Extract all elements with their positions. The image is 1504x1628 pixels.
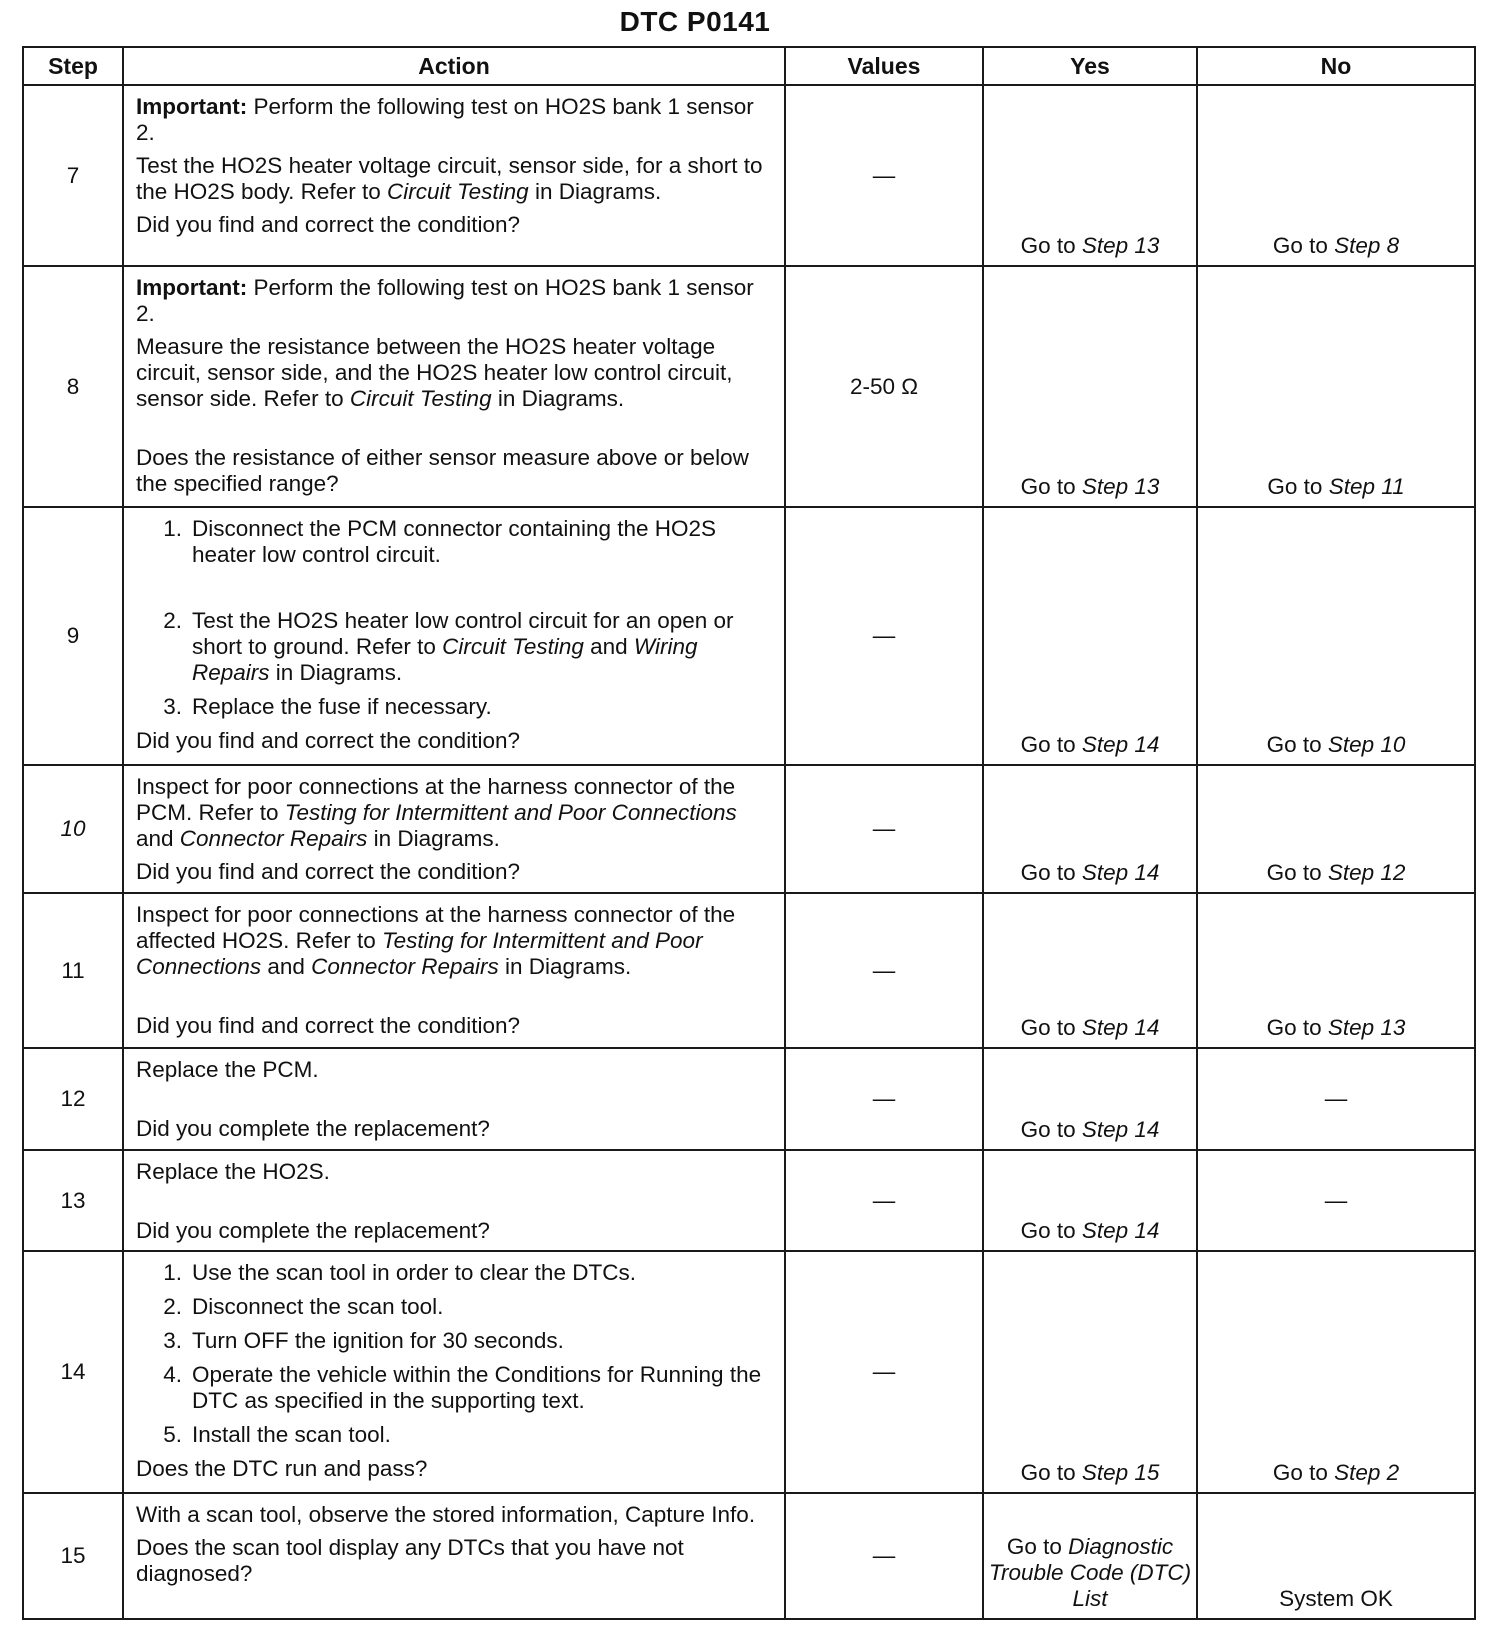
list-item	[136, 1294, 774, 1320]
goto-step-link: Step 15	[1081, 1459, 1160, 1485]
action-question: Does the scan tool display any DTCs that you have not diagnosed?	[136, 1534, 684, 1586]
action-cell	[123, 1251, 785, 1492]
action-steps-list	[136, 516, 774, 720]
reference-link: Circuit Testing	[349, 386, 492, 412]
reference-link: Connector Repairs	[311, 954, 499, 980]
list-number: 5.	[163, 1422, 182, 1448]
no-cell	[1197, 1251, 1475, 1492]
list-number: 1.	[163, 1260, 182, 1286]
important-text: Perform the following test on HO2S bank 1 sensor 2.	[136, 94, 754, 145]
value-cell: —	[785, 507, 983, 765]
value-cell: —	[785, 1150, 983, 1252]
action-cell	[123, 765, 785, 893]
goto-step-link: Step 8	[1334, 233, 1400, 259]
table-row	[23, 1150, 1475, 1252]
step-number: 12	[23, 1048, 123, 1150]
reference-link: Connector Repairs	[179, 825, 368, 851]
table-row	[23, 1493, 1475, 1619]
goto-text: Go to	[1272, 233, 1335, 259]
goto-step-link: Step 2	[1334, 1459, 1400, 1485]
list-text: Install the scan tool.	[192, 1422, 391, 1448]
action-question: Did you complete the replacement?	[136, 1115, 490, 1141]
action-question: Did you find and correct the condition?	[136, 212, 520, 237]
action-question: Did you find and correct the condition?	[136, 1013, 520, 1039]
step-number: 11	[23, 893, 123, 1048]
action-text	[136, 774, 774, 852]
value-cell: —	[785, 1493, 983, 1619]
action-text	[136, 334, 774, 412]
goto-text: Go to	[1020, 1218, 1082, 1244]
yes-cell	[983, 1150, 1197, 1252]
action-text-part: in Diagrams.	[528, 179, 662, 204]
action-text-part: in Diagrams.	[491, 386, 625, 412]
yes-cell	[983, 765, 1197, 893]
action-question: Does the resistance of either sensor measure above or below the specified range?	[136, 445, 749, 497]
goto-step-link: Step 13	[1327, 1014, 1406, 1040]
list-text: Replace the fuse if necessary.	[192, 694, 492, 720]
action-cell	[123, 266, 785, 507]
action-text: Replace the PCM.	[136, 1056, 319, 1082]
important-label: Important:	[136, 94, 248, 119]
no-cell: —	[1197, 1048, 1475, 1150]
table-row	[23, 1251, 1475, 1492]
list-number: 2.	[163, 608, 182, 634]
action-text	[136, 902, 774, 980]
table-row	[23, 893, 1475, 1048]
goto-text: Go to	[1266, 1014, 1328, 1040]
list-item	[136, 1362, 774, 1414]
list-item	[136, 694, 774, 720]
yes-cell	[983, 1048, 1197, 1150]
goto-step-link: Step 12	[1327, 860, 1406, 886]
important-note	[136, 94, 774, 146]
step-number	[23, 765, 123, 893]
value-cell: —	[785, 893, 983, 1048]
action-question: Did you complete the replacement?	[136, 1217, 490, 1243]
step-number: 9	[23, 507, 123, 765]
list-item	[136, 1422, 774, 1448]
no-cell: —	[1197, 1150, 1475, 1252]
value-cell: —	[785, 1251, 983, 1492]
list-text	[192, 608, 774, 686]
header-no: No	[1197, 47, 1475, 85]
goto-step-link: Step 10	[1327, 731, 1406, 757]
goto-text: Go to	[1020, 474, 1082, 500]
goto-step-link: Step 14	[1081, 1014, 1160, 1040]
no-cell	[1197, 266, 1475, 507]
goto-step-link: Step 14	[1081, 860, 1160, 886]
action-cell	[123, 1048, 785, 1150]
list-number: 2.	[163, 1294, 182, 1320]
action-text: With a scan tool, observe the stored information, Capture Info.	[136, 1501, 756, 1527]
action-cell	[123, 1493, 785, 1619]
table-row	[23, 765, 1475, 893]
action-text-part: in Diagrams.	[498, 954, 632, 980]
value-cell: —	[785, 765, 983, 893]
action-question: Did you find and correct the condition?	[136, 858, 520, 884]
goto-text: Go to	[1266, 860, 1328, 886]
yes-cell	[983, 266, 1197, 507]
goto-text: Go to	[1020, 731, 1082, 757]
header-step: Step	[23, 47, 123, 85]
no-cell: System OK	[1197, 1493, 1475, 1619]
table-row	[23, 85, 1475, 266]
no-cell	[1197, 765, 1475, 893]
reference-link: Testing for Intermittent and Poor Connections	[284, 799, 737, 825]
goto-text: Go to	[1267, 474, 1329, 500]
action-cell	[123, 85, 785, 266]
goto-text: Go to	[1020, 1014, 1082, 1040]
goto-text: Go to	[1020, 860, 1082, 886]
action-text-part: Inspect for poor connections at the harness connector of the PCM. Refer to	[136, 773, 736, 825]
goto-text: Go to	[1006, 1534, 1069, 1559]
list-number: 4.	[163, 1362, 182, 1388]
action-question: Does the DTC run and pass?	[136, 1456, 428, 1482]
action-text-part: Measure the resistance between the HO2S heater voltage circuit, sensor side, and the HO2S heater low control circuit, sensor side. Refer to	[136, 334, 733, 412]
goto-step-link: Step 14	[1081, 1116, 1160, 1142]
list-number: 3.	[163, 1328, 182, 1354]
table-row	[23, 266, 1475, 507]
no-cell	[1197, 85, 1475, 266]
goto-text: Go to	[1272, 1459, 1335, 1485]
goto-step-link: Step 14	[1081, 1218, 1160, 1244]
yes-cell	[983, 507, 1197, 765]
diagnostic-table	[22, 46, 1476, 1620]
important-note	[136, 275, 774, 327]
goto-step-link: Step 14	[1081, 731, 1160, 757]
table-header-row	[23, 47, 1475, 85]
action-text-part: and	[136, 825, 180, 851]
step-number: 14	[23, 1251, 123, 1492]
yes-cell	[983, 893, 1197, 1048]
list-number: 1.	[163, 516, 182, 542]
step-number: 8	[23, 266, 123, 507]
list-text-part: in Diagrams.	[269, 660, 403, 686]
list-text-part: Test the HO2S heater low control circuit for an open or short to ground. Refer to	[192, 608, 734, 660]
list-text: Disconnect the scan tool.	[192, 1294, 444, 1320]
yes-cell	[983, 1493, 1197, 1619]
important-text: Perform the following test on HO2S bank 1 sensor 2.	[136, 275, 754, 327]
list-item	[136, 1260, 774, 1286]
list-item	[136, 1328, 774, 1354]
page-title: DTC P0141	[619, 6, 771, 37]
goto-dtc-list-link: Diagnostic Trouble Code (DTC) List	[988, 1534, 1192, 1611]
important-label: Important:	[136, 275, 248, 301]
goto-text: Go to	[1020, 233, 1082, 259]
action-text	[136, 153, 774, 205]
no-cell	[1197, 893, 1475, 1048]
step-number: 15	[23, 1493, 123, 1619]
action-cell	[123, 507, 785, 765]
step-number-text: 10	[60, 816, 86, 842]
header-yes: Yes	[983, 47, 1197, 85]
list-text: Use the scan tool in order to clear the DTCs.	[192, 1260, 636, 1286]
list-text: Operate the vehicle within the Conditions for Running the DTC as specified in the supporting text.	[192, 1362, 762, 1414]
action-steps-list	[136, 1260, 774, 1448]
step-number: 7	[23, 85, 123, 266]
action-text-part: Inspect for poor connections at the harness connector of the affected HO2S. Refer to	[136, 902, 736, 954]
list-item	[136, 608, 774, 686]
goto-step-link: Step 11	[1328, 474, 1405, 500]
step-number: 13	[23, 1150, 123, 1252]
header-action: Action	[123, 47, 785, 85]
value-cell: —	[785, 1048, 983, 1150]
value-cell: 2-50 Ω	[785, 266, 983, 507]
goto-text: Go to	[1020, 1459, 1082, 1485]
header-values: Values	[785, 47, 983, 85]
table-row	[23, 507, 1475, 765]
goto-text: Go to	[1266, 731, 1328, 757]
list-text: Disconnect the PCM connector containing the HO2S heater low control circuit.	[192, 516, 717, 568]
list-item	[136, 516, 774, 568]
goto-text: Go to	[1020, 1116, 1082, 1142]
no-cell	[1197, 507, 1475, 765]
action-text: Replace the HO2S.	[136, 1158, 330, 1184]
goto-step-link: Step 13	[1081, 474, 1160, 500]
reference-link: Circuit Testing	[442, 634, 584, 660]
table-row	[23, 1048, 1475, 1150]
action-text-part: Test the HO2S heater voltage circuit, sensor side, for a short to the HO2S body. Refer to	[136, 153, 763, 204]
action-text-part: and	[261, 954, 312, 980]
list-text-part: and	[583, 634, 634, 660]
reference-link: Wiring Repairs	[192, 634, 698, 686]
yes-cell	[983, 85, 1197, 266]
action-question: Did you find and correct the condition?	[136, 728, 520, 754]
action-cell	[123, 893, 785, 1048]
list-text: Turn OFF the ignition for 30 seconds.	[192, 1328, 564, 1354]
reference-link: Circuit Testing	[386, 179, 529, 204]
action-text-part: in Diagrams.	[367, 825, 500, 851]
value-cell: —	[785, 85, 983, 266]
goto-step-link: Step 13	[1081, 233, 1160, 259]
list-number: 3.	[163, 694, 182, 720]
yes-cell	[983, 1251, 1197, 1492]
reference-link: Testing for Intermittent and Poor Connections	[136, 928, 703, 980]
action-cell	[123, 1150, 785, 1252]
